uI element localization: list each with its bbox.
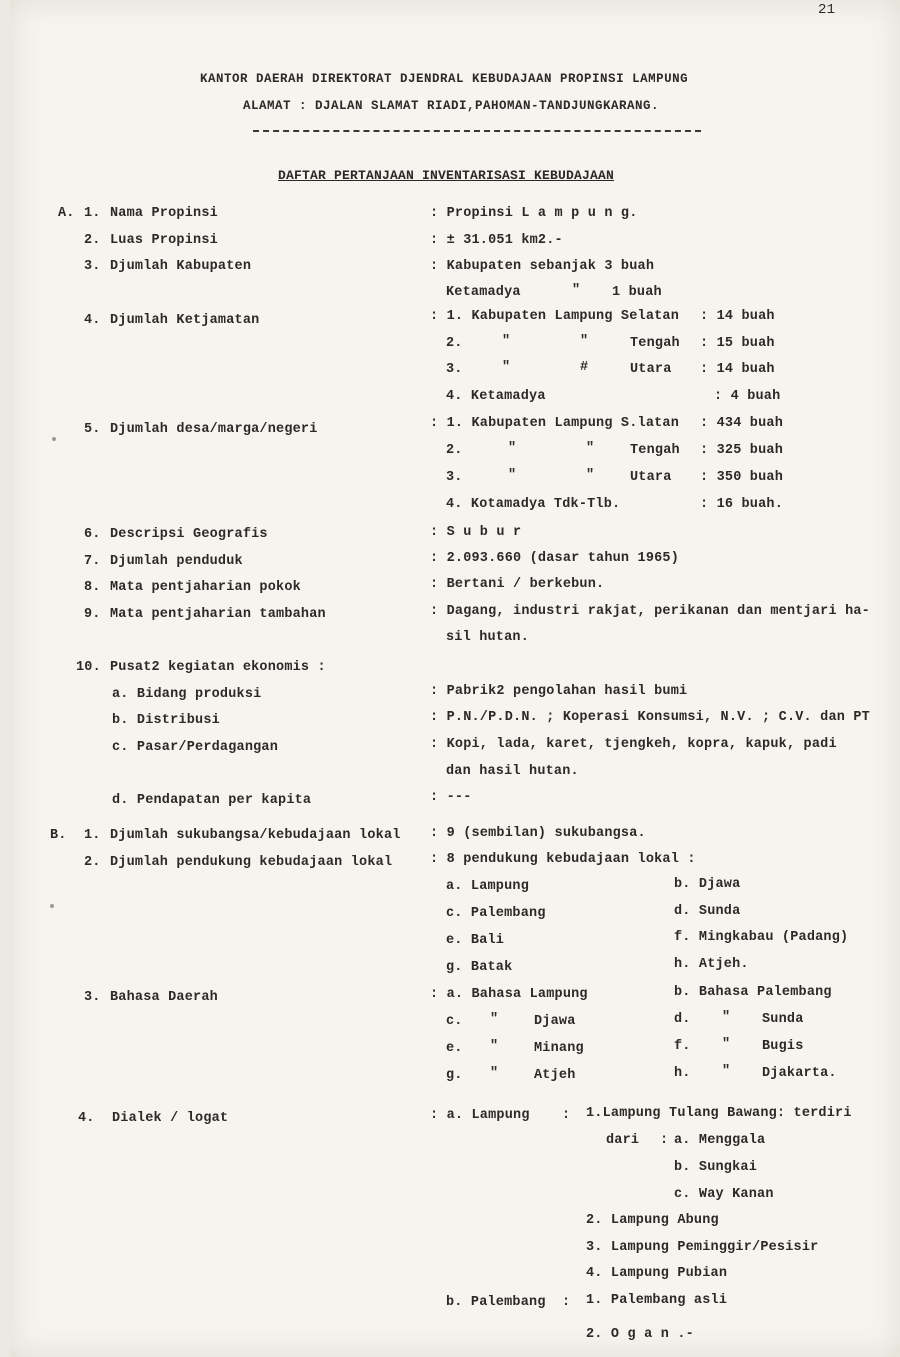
ketjamatan-row-4-count: : 4 buah bbox=[714, 389, 781, 404]
item-a6-value: : S u b u r bbox=[430, 525, 522, 540]
ketjamatan-row-4: 4. Ketamadya bbox=[446, 389, 546, 404]
item-a3-value: : Kabupaten sebanjak 3 buah bbox=[430, 259, 655, 274]
ketjamatan-row-3-region: Utara bbox=[630, 362, 672, 377]
sub-a-label: a. Bidang produksi bbox=[112, 687, 262, 702]
desa-row-3-count: : 350 buah bbox=[700, 470, 784, 485]
sub-a-value: : Pabrik2 pengolahan hasil bumi bbox=[430, 684, 688, 699]
desa-row-1-count: : 434 buah bbox=[700, 416, 784, 431]
item-a4-number: 4. bbox=[84, 313, 101, 328]
desa-row-2: 2. bbox=[446, 443, 463, 458]
ketjamatan-row-2-ditto-2: " bbox=[580, 334, 589, 349]
item-a8-label: Mata pentjaharian pokok bbox=[110, 580, 301, 595]
item-a3-label: Djumlah Kabupaten bbox=[110, 259, 252, 274]
punch-hole-mark bbox=[52, 437, 56, 441]
address-line: ALAMAT : DJALAN SLAMAT RIADI,PAHOMAN-TANDJUNGKARANG. bbox=[243, 99, 660, 113]
sub-c-label: c. Pasar/Perdagangan bbox=[112, 740, 279, 755]
item-a2-number: 2. bbox=[84, 233, 101, 248]
item-a3-kotamadya-count: 1 buah bbox=[612, 285, 662, 300]
bahasa-row-4-name: Atjeh bbox=[534, 1068, 576, 1083]
item-a5-number: 5. bbox=[84, 422, 101, 437]
bahasa-row-1-left: : a. Bahasa Lampung bbox=[430, 987, 588, 1002]
dialek-lampung-4: 4. Lampung Pubian bbox=[586, 1266, 728, 1281]
sub-b-value: : P.N./P.D.N. ; Koperasi Konsumsi, N.V. ; C.V. dan PT bbox=[430, 710, 870, 725]
bahasa-row-2-letter: c. bbox=[446, 1014, 463, 1029]
item-a6-number: 6. bbox=[84, 527, 101, 542]
item-a3-ditto: " bbox=[572, 283, 581, 298]
desa-row-3-ditto-1: " bbox=[508, 468, 517, 483]
item-a1-value: : Propinsi L a m p u n g. bbox=[430, 206, 638, 221]
dialek-lampung-key: : a. Lampung bbox=[430, 1108, 530, 1123]
pendukung-h: h. Atjeh. bbox=[674, 957, 749, 972]
desa-row-4: 4. Kotamadya Tdk-Tlb. bbox=[446, 497, 621, 512]
item-a8-number: 8. bbox=[84, 580, 101, 595]
bahasa-row-2-ditto: " bbox=[490, 1012, 499, 1027]
ketjamatan-row-3: 3. bbox=[446, 362, 463, 377]
dialek-lampung-1: 1.Lampung Tulang Bawang: terdiri bbox=[586, 1106, 852, 1121]
item-a10-number: 10. bbox=[76, 660, 101, 675]
ketjamatan-row-1-count: : 14 buah bbox=[700, 309, 775, 324]
bahasa-row-3-ditto: " bbox=[490, 1039, 499, 1054]
ketjamatan-row-3-ditto-1: " bbox=[502, 360, 511, 375]
punch-hole-mark bbox=[50, 904, 54, 908]
item-a1-number: 1. bbox=[84, 206, 101, 221]
desa-row-3: 3. bbox=[446, 470, 463, 485]
sub-d-value: : --- bbox=[430, 790, 472, 805]
item-a4-label: Djumlah Ketjamatan bbox=[110, 313, 260, 328]
item-a9-value: : Dagang, industri rakjat, perikanan dan mentjari ha- bbox=[430, 604, 870, 619]
desa-row-2-region: Tengah bbox=[630, 443, 680, 458]
item-b1-label: Djumlah sukubangsa/kebudajaan lokal bbox=[110, 828, 401, 843]
pendukung-f: f. Mingkabau (Padang) bbox=[674, 930, 849, 945]
item-a3-kotamadya: Ketamadya bbox=[446, 285, 521, 300]
item-a10-label: Pusat2 kegiatan ekonomis : bbox=[110, 660, 326, 675]
sub-d-label: d. Pendapatan per kapita bbox=[112, 793, 312, 808]
dialek-lampung-dari-sep: : bbox=[660, 1133, 669, 1148]
bahasa-row-1-right: b. Bahasa Palembang bbox=[674, 985, 832, 1000]
desa-row-2-ditto-1: " bbox=[508, 441, 517, 456]
bahasa-row-3-letter: e. bbox=[446, 1041, 463, 1056]
dialek-lampung-2: 2. Lampung Abung bbox=[586, 1213, 719, 1228]
desa-row-3-ditto-2: " bbox=[586, 468, 595, 483]
pendukung-c: c. Palembang bbox=[446, 906, 546, 921]
ketjamatan-row-3-ditto-2: # bbox=[580, 360, 589, 375]
dialek-palembang-1: 1. Palembang asli bbox=[586, 1293, 728, 1308]
desa-row-4-count: : 16 buah. bbox=[700, 497, 784, 512]
dialek-lampung-3: 3. Lampung Peminggir/Pesisir bbox=[586, 1240, 819, 1255]
ketjamatan-row-2-ditto-1: " bbox=[502, 334, 511, 349]
bahasa-row-2-right-ditto: " bbox=[722, 1010, 731, 1025]
sub-c-value: : Kopi, lada, karet, tjengkeh, kopra, kapuk, padi bbox=[430, 737, 837, 752]
ketjamatan-row-2: 2. bbox=[446, 336, 463, 351]
pendukung-e: e. Bali bbox=[446, 933, 505, 948]
item-b2-value: : 8 pendukung kebudajaan lokal : bbox=[430, 852, 696, 867]
pendukung-b: b. Djawa bbox=[674, 877, 741, 892]
desa-row-3-region: Utara bbox=[630, 470, 672, 485]
bahasa-row-2-right-letter: d. bbox=[674, 1012, 691, 1027]
desa-row-2-ditto-2: " bbox=[586, 441, 595, 456]
dialek-sub-c: c. Way Kanan bbox=[674, 1187, 774, 1202]
document-page bbox=[10, 0, 900, 1357]
page-number: 21 bbox=[818, 2, 836, 18]
item-a6-label: Descripsi Geografis bbox=[110, 527, 268, 542]
item-a7-number: 7. bbox=[84, 554, 101, 569]
item-b3-label: Bahasa Daerah bbox=[110, 990, 218, 1005]
item-a9-number: 9. bbox=[84, 607, 101, 622]
item-a8-value: : Bertani / berkebun. bbox=[430, 577, 605, 592]
bahasa-row-2-name: Djawa bbox=[534, 1014, 576, 1029]
pendukung-a: a. Lampung bbox=[446, 879, 530, 894]
item-a2-value: : ± 31.051 km2.- bbox=[430, 233, 563, 248]
pendukung-g: g. Batak bbox=[446, 960, 513, 975]
bahasa-row-3-right-letter: f. bbox=[674, 1039, 691, 1054]
dialek-lampung-sep: : bbox=[562, 1108, 571, 1123]
bahasa-row-3-name: Minang bbox=[534, 1041, 584, 1056]
desa-row-2-count: : 325 buah bbox=[700, 443, 784, 458]
item-b1-number: 1. bbox=[84, 828, 101, 843]
item-a9-label: Mata pentjaharian tambahan bbox=[110, 607, 326, 622]
pendukung-d: d. Sunda bbox=[674, 904, 741, 919]
item-b4-label: Dialek / logat bbox=[112, 1111, 229, 1126]
dialek-sub-b: b. Sungkai bbox=[674, 1160, 758, 1175]
dialek-palembang-key: b. Palembang bbox=[446, 1295, 546, 1310]
header-divider bbox=[253, 130, 701, 132]
dialek-palembang-sep: : bbox=[562, 1295, 571, 1310]
dialek-palembang-2: 2. O g a n .- bbox=[586, 1327, 694, 1342]
section-b-letter: B. bbox=[50, 828, 67, 843]
item-a7-value: : 2.093.660 (dasar tahun 1965) bbox=[430, 551, 680, 566]
item-a1-label: Nama Propinsi bbox=[110, 206, 218, 221]
item-a2-label: Luas Propinsi bbox=[110, 233, 218, 248]
item-b2-label: Djumlah pendukung kebudajaan lokal bbox=[110, 855, 393, 870]
dialek-lampung-dari: dari bbox=[606, 1133, 640, 1148]
document-title: DAFTAR PERTANJAAN INVENTARISASI KEBUDAJAAN bbox=[278, 168, 615, 183]
item-b2-number: 2. bbox=[84, 855, 101, 870]
item-a7-label: Djumlah penduduk bbox=[110, 554, 243, 569]
item-b4-number: 4. bbox=[78, 1111, 95, 1126]
item-a5-label: Djumlah desa/marga/negeri bbox=[110, 422, 318, 437]
sub-c-value-cont: dan hasil hutan. bbox=[446, 764, 579, 779]
ketjamatan-row-2-count: : 15 buah bbox=[700, 336, 775, 351]
ketjamatan-row-1: : 1. Kabupaten Lampung Selatan bbox=[430, 309, 680, 324]
bahasa-row-3-right-ditto: " bbox=[722, 1037, 731, 1052]
office-heading: KANTOR DAERAH DIREKTORAT DJENDRAL KEBUDAJAAN PROPINSI LAMPUNG bbox=[200, 72, 689, 86]
section-a-letter: A. bbox=[58, 206, 75, 221]
bahasa-row-4-letter: g. bbox=[446, 1068, 463, 1083]
bahasa-row-4-right-letter: h. bbox=[674, 1066, 691, 1081]
desa-row-1: : 1. Kabupaten Lampung S.latan bbox=[430, 416, 680, 431]
bahasa-row-3-right-name: Bugis bbox=[762, 1039, 804, 1054]
ketjamatan-row-3-count: : 14 buah bbox=[700, 362, 775, 377]
dialek-sub-a: a. Menggala bbox=[674, 1133, 766, 1148]
item-b3-number: 3. bbox=[84, 990, 101, 1005]
bahasa-row-4-right-ditto: " bbox=[722, 1064, 731, 1079]
item-a9-value-cont: sil hutan. bbox=[446, 630, 530, 645]
bahasa-row-2-right-name: Sunda bbox=[762, 1012, 804, 1027]
item-a3-number: 3. bbox=[84, 259, 101, 274]
bahasa-row-4-ditto: " bbox=[490, 1066, 499, 1081]
sub-b-label: b. Distribusi bbox=[112, 713, 220, 728]
bahasa-row-4-right-name: Djakarta. bbox=[762, 1066, 837, 1081]
ketjamatan-row-2-region: Tengah bbox=[630, 336, 680, 351]
item-b1-value: : 9 (sembilan) sukubangsa. bbox=[430, 826, 646, 841]
